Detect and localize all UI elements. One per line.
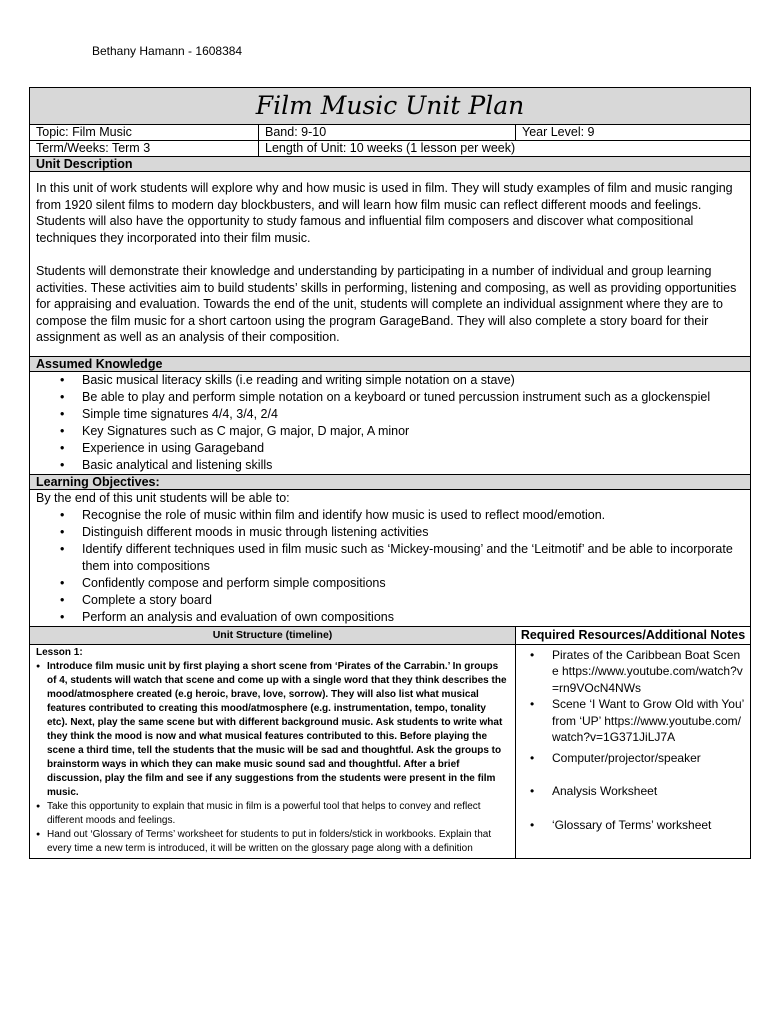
resource-item: • Analysis Worksheet (552, 783, 746, 800)
year-level-cell: Year Level: 9 (515, 125, 750, 140)
resource-item: • ‘Glossary of Terms’ worksheet (552, 817, 746, 834)
unit-description-body (30, 172, 750, 357)
lesson-activity: ● Introduce film music unit by first playing a short scene from ‘Pirates of the Carrabin.’ In groups of 4, students will watch that scene and come up with a single word that they think describes the mood/atmosphere created (e.g heroic, brave, love, sorrow). They will also list what musical features contributed to creating this mood/atmosphere (e.g. instrumentation, tempo, tonality etc). Next, play the same scene but with different background music. Ask students to write what they think the mood is now and what musical features contributed to this. Before playing the scene a third time, tell the students that the music will be sad and thoughtful. Ask the groups to brainstorm ways in which they can make music sound sad and thoughtful. After a brief discussion, play the film and see if any suggestions from the students were present in the film music. (36, 660, 509, 800)
lesson-title: Lesson 1: (36, 646, 83, 658)
list-item: • Simple time signatures 4/4, 3/4, 2/4 (82, 406, 710, 423)
list-item: • Perform an analysis and evaluation of own compositions (82, 609, 750, 626)
info-row-1 (30, 125, 750, 141)
unit-plan-table (29, 87, 751, 859)
unit-structure-body (30, 645, 750, 858)
length-cell: Length of Unit: 10 weeks (1 lesson per week) (258, 141, 750, 156)
learning-objectives-heading: Learning Objectives: (30, 475, 750, 490)
band-cell: Band: 9-10 (258, 125, 515, 140)
learning-objectives-intro: By the end of this unit students will be able to: (36, 490, 290, 505)
list-item: • Identify different techniques used in film music such as ‘Mickey-mousing’ and the ‘Leitmotif’ and be able to incorporate them into compositions (82, 541, 750, 575)
page-title: Film Music Unit Plan (30, 88, 750, 125)
list-item: • Recognise the role of music within film and identify how music is used to reflect mood/emotion. (82, 507, 750, 524)
unit-description-paragraph-2: Students will demonstrate their knowledge and understanding by participating in a number of individual and group learning activities. These activities aim to build students’ skills in performing, listening and composing, as well as providing opportunities for appraising and evaluation. Towards the end of the unit, students will complete an individual assignment where they are to compose the film music for a short cartoon using the program GarageBand. They will also complete a story board for their assignment as well as an analysis of their composition. (36, 264, 737, 344)
list-item: • Be able to play and perform simple notation on a keyboard or tuned percussion instrument such as a glockenspiel (82, 389, 710, 406)
lesson-activity: ● Take this opportunity to explain that music in film is a powerful tool that helps to convey and reflect different moods and feelings. (36, 800, 509, 828)
unit-description-paragraph-1: In this unit of work students will explore why and how music is used in film. They will study examples of film and music ranging from 1920 silent films to modern day blockbusters, and will learn how film music can reflect different moods and feelings. Students will also have the opportunity to study famous and influential film composers and discover what compositional techniques they incorporated into their film music. (36, 181, 733, 245)
resource-item: • Pirates of the Caribbean Boat Scene https://www.youtube.com/watch?v=rn9VOcN4NWs (552, 647, 746, 697)
learning-objectives-body (30, 490, 750, 627)
list-item: • Key Signatures such as C major, G major, D major, A minor (82, 423, 710, 440)
topic-cell: Topic: Film Music (36, 125, 132, 139)
list-item: • Basic musical literacy skills (i.e reading and writing simple notation on a stave) (82, 372, 710, 389)
list-item: • Distinguish different moods in music through listening activities (82, 524, 750, 541)
unit-structure-heading: Unit Structure (timeline) (30, 627, 515, 644)
list-item: • Complete a story board (82, 592, 750, 609)
assumed-knowledge-heading: Assumed Knowledge (30, 357, 750, 372)
resources-heading: Required Resources/Additional Notes (515, 627, 750, 644)
lesson-1-cell (30, 645, 515, 858)
list-item: • Experience in using Garageband (82, 440, 710, 457)
list-item: • Basic analytical and listening skills (82, 457, 710, 474)
unit-description-heading: Unit Description (30, 157, 750, 172)
resource-item: • Scene ‘I Want to Grow Old with You’ from ‘UP’ https://www.youtube.com/watch?v=1G371JiLJ7A (552, 696, 746, 746)
info-row-2 (30, 141, 750, 157)
assumed-knowledge-list (30, 372, 710, 474)
list-item: • Confidently compose and perform simple compositions (82, 575, 750, 592)
resources-list (520, 647, 746, 834)
resource-item: • Computer/projector/speaker (552, 750, 746, 767)
unit-structure-header-row (30, 627, 750, 645)
term-cell: Term/Weeks: Term 3 (36, 141, 151, 155)
learning-objectives-list (30, 507, 750, 626)
resources-cell (515, 645, 750, 858)
author-name: Bethany Hamann - 1608384 (92, 44, 243, 58)
lesson-activity: ● Hand out ‘Glossary of Terms’ worksheet for students to put in folders/stick in workbooks. Explain that every time a new term is introduced, it will be written on the glossary page along with a definition (36, 828, 509, 856)
assumed-knowledge-body (30, 372, 750, 475)
